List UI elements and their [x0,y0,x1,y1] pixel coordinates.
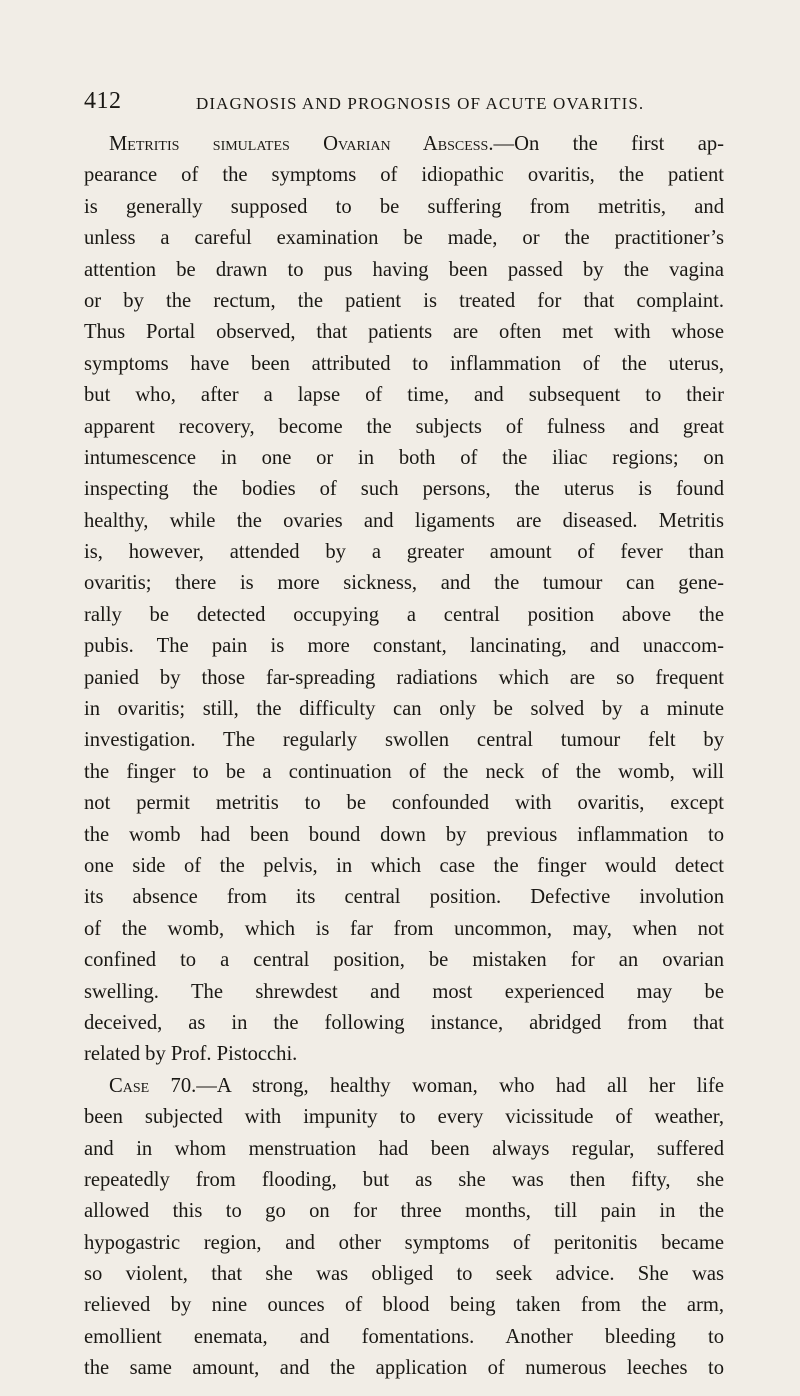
text-line: or by the rectum, the patient is treated for that complaint. [84,289,724,312]
text-line: confined to a central position, be mistaken for an ovarian [84,949,724,972]
text-line: emollient enemata, and fomentations. Another bleeding to [84,1325,724,1348]
text-line: not permit metritis to be confounded with ovaritis, except [84,792,724,815]
text-line: repeatedly from flooding, but as she was then fifty, she [84,1168,724,1191]
text-line: relieved by nine ounces of blood being taken from the arm, [84,1294,724,1317]
text-line: allowed this to go on for three months, till pain in the [84,1200,724,1223]
text-line: and in whom menstruation had been always regular, suffered [84,1137,724,1160]
text-line: panied by those far-spreading radiations which are so frequent [84,666,724,689]
text-line: is generally supposed to be suffering from metritis, and [84,195,724,218]
text-line: symptoms have been attributed to inflammation of the uterus, [84,352,724,375]
text-line: the womb had been bound down by previous inflammation to [84,823,724,846]
section-heading: Metritis simulates Ovarian Abscess. [109,133,494,155]
text-line: ovaritis; there is more sickness, and the tumour can gene- [84,572,724,595]
text-line: one side of the pelvis, in which case the finger would detect [84,854,724,877]
case-heading: Case 70. [109,1074,197,1097]
text-line: unless a careful examination be made, or the practitioner’s [84,227,724,250]
text-line: inspecting the bodies of such persons, the uterus is found [84,478,724,501]
text-line: hypogastric region, and other symptoms of peritonitis became [84,1231,724,1254]
text-line: healthy, while the ovaries and ligaments are diseased. Metritis [84,509,724,532]
text-line: pubis. The pain is more constant, lancinating, and unaccom- [84,635,724,658]
text-line: of the womb, which is far from uncommon, may, when not [84,917,724,940]
text-line: the same amount, and the application of numerous leeches to [84,1357,724,1380]
text-line: is, however, attended by a greater amount of fever than [84,541,724,564]
page-number: 412 [84,88,122,114]
text-line: attention be drawn to pus having been passed by the vagina [84,258,724,281]
running-header [84,88,724,118]
text-line: been subjected with impunity to every vicissitude of weather, [84,1106,724,1129]
text-line: Metritis simulates Ovarian Abscess.—On the first ap- [109,133,724,155]
running-title: DIAGNOSIS AND PROGNOSIS OF ACUTE OVARITIS. [196,94,645,113]
paragraph-metritis [84,129,724,1071]
text-line: pearance of the symptoms of idiopathic ovaritis, the patient [84,164,724,187]
text-line: related by Prof. Pistocchi. [84,1043,298,1066]
text-line: its absence from its central position. Defective involution [84,886,724,909]
text-line: investigation. The regularly swollen central tumour felt by [84,729,724,752]
text-line: in ovaritis; still, the difficulty can only be solved by a minute [84,698,724,721]
text-line: Thus Portal observed, that patients are often met with whose [84,321,724,344]
text-line: apparent recovery, become the subjects of fulness and great [84,415,724,438]
text-line: rally be detected occupying a central position above the [84,603,724,626]
text-line: intumescence in one or in both of the iliac regions; on [84,446,724,469]
body-text [84,129,724,1385]
paragraph-case-70 [84,1071,724,1385]
text-line: swelling. The shrewdest and most experienced may be [84,980,724,1003]
text-line: so violent, that she was obliged to seek advice. She was [84,1263,724,1286]
text-line: Case 70.—A strong, healthy woman, who had all her life [109,1074,725,1097]
text-line: deceived, as in the following instance, abridged from that [84,1011,724,1034]
text-line: but who, after a lapse of time, and subsequent to their [84,384,724,407]
text-line: the finger to be a continuation of the neck of the womb, will [84,760,724,783]
